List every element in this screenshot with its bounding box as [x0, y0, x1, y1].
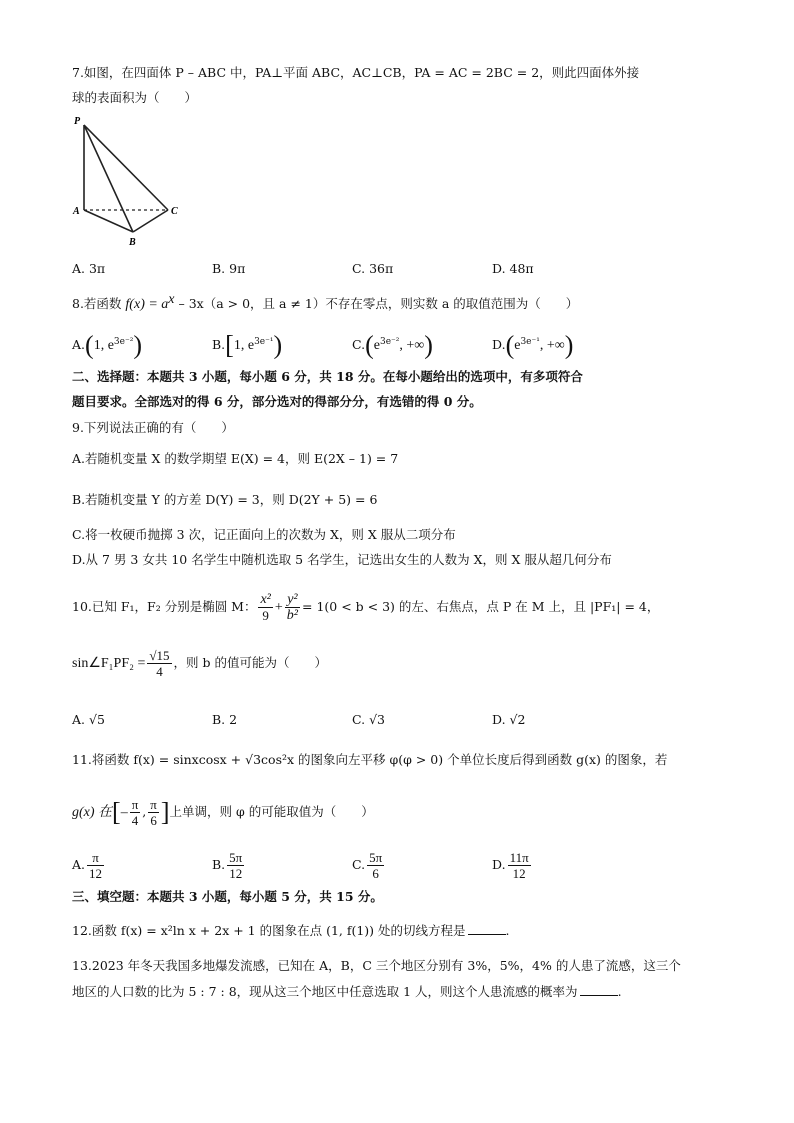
section2-heading-line2: 题目要求。全部选对的得 6 分，部分选对的得部分分，有选错的得 0 分。 — [72, 394, 482, 409]
q11-stem-line1: 11.将函数 f(x) = sinxcosx + √3cos²x 的图象向左平移 φ(φ > 0) 个单位长度后得到函数 g(x) 的图象，若 — [72, 752, 668, 767]
q11-option-c: C. $\frac{5\pi}{6}$ — [352, 850, 383, 881]
q9-option-a: A.若随机变量 X 的数学期望 E(X) = 4，则 E(2X – 1) = 7 — [72, 451, 399, 466]
fraction-sqrt15-over-4: $\frac{√15}{4}$ — [149, 648, 170, 679]
q13-stem-line1: 13.2023 年冬天我国多地爆发流感，已知在 A，B，C 三个地区分别有 3%，5%，4% 的人患了流感，这三个 — [72, 958, 681, 973]
edge-bc — [133, 210, 168, 232]
q10-stem-line1: 10.已知 F₁，F₂ 分别是椭圆 M： $\frac{\text{x²}}{9}$ + $\frac{\text{y²}}{\text{b²}}$ = 1(0 < b < 3) 的左、右焦点，点 P 在 M 上，且 |PF₁| = 4， — [72, 592, 660, 623]
q8-option-a: A.(1, $e^{3e^{-2}}$) — [72, 330, 142, 360]
fraction-x2-over-9: $\frac{\text{x²}}{9}$ — [260, 592, 271, 623]
q10-option-a: A. √5 — [72, 712, 105, 727]
q8-stem: 8.若函数 $f(x) = a^x - 3x(a > 0$，且 a ≠ 1）不存在零点，则实数 a 的取值范围为（ ） — [72, 292, 579, 313]
q9-stem: 9.下列说法正确的有（ ） — [72, 420, 234, 435]
tetrahedron-figure — [70, 112, 190, 252]
q7-stem-line1: 7.如图，在四面体 P – ABC 中，PA⊥平面 ABC，AC⊥CB，PA = AC = 2BC = 2，则此四面体外接 — [72, 65, 640, 80]
q11-stem-line2: g(x) 在[– $\frac{\pi}{4}$ , $\frac{\pi}{6}$ ]上单调，则 φ 的可能取值为（ ） — [72, 797, 374, 828]
q7-option-d: D. 48π — [492, 261, 534, 276]
label-a: A — [73, 206, 80, 217]
q10-option-b: B. 2 — [212, 712, 238, 727]
q9-option-d: D.从 7 男 3 女共 10 名学生中随机选取 5 名学生，记选出女生的人数为 X，则 X 服从超几何分布 — [72, 552, 612, 567]
edge-pc — [84, 125, 168, 210]
section3-heading: 三、填空题：本题共 3 小题，每小题 5 分，共 15 分。 — [72, 889, 383, 904]
answer-blank[interactable] — [580, 995, 618, 996]
q8-option-d: $D.(e^{3e^{-1}}$, +∞) — [492, 330, 574, 360]
answer-blank[interactable] — [468, 934, 506, 935]
q9-option-b: B.若随机变量 Y 的方差 D(Y) = 3，则 D(2Y + 5) = 6 — [72, 492, 378, 507]
edge-ab — [84, 210, 133, 232]
label-c: C — [171, 206, 178, 217]
q7-option-b: B. 9π — [212, 261, 246, 276]
q11-option-a: A. $\frac{\pi}{12}$ — [72, 850, 103, 881]
q7-option-c: C. 36π — [352, 261, 394, 276]
q7-stem-line2: 球的表面积为（ ） — [72, 90, 198, 105]
section2-heading-line1: 二、选择题：本题共 3 小题，每小题 6 分，共 18 分。在每小题给出的选项中，有多项符合 — [72, 369, 583, 384]
label-p: P — [74, 116, 81, 127]
fraction-y2-over-b2: $\frac{\text{y²}}{\text{b²}}$ — [286, 592, 298, 623]
q10-option-c: C. √3 — [352, 712, 385, 727]
q8-option-b: B.[1, $e^{3e^{-1}}$) — [212, 330, 283, 360]
q9-option-c: C.将一枚硬币抛掷 3 次，记正面向上的次数为 X，则 X 服从二项分布 — [72, 527, 456, 542]
q12-stem: 12.函数 f(x) = x²ln x + 2x + 1 的图象在点 (1, f(1)) 处的切线方程是 . — [72, 923, 510, 938]
q11-option-d: D. $\frac{11\pi}{12}$ — [492, 850, 529, 881]
label-b: B — [129, 237, 136, 248]
edge-pb — [84, 125, 133, 232]
q8-option-c: $C.(e^{3e^{-2}}$, +∞) — [352, 330, 433, 360]
q7-option-a: A. 3π — [72, 261, 106, 276]
q10-stem-line2: sin∠F₁PF₂ = $\frac{√15}{4}$ ，则 b 的值可能为（ ） — [72, 648, 327, 679]
q11-option-b: B. $\frac{5\pi}{12}$ — [212, 850, 243, 881]
q10-option-d: D. √2 — [492, 712, 526, 727]
q13-stem-line2: 地区的人口数的比为 5 : 7 : 8，现从这三个地区中任意选取 1 人，则这个人患流感的概率为 . — [72, 984, 622, 999]
